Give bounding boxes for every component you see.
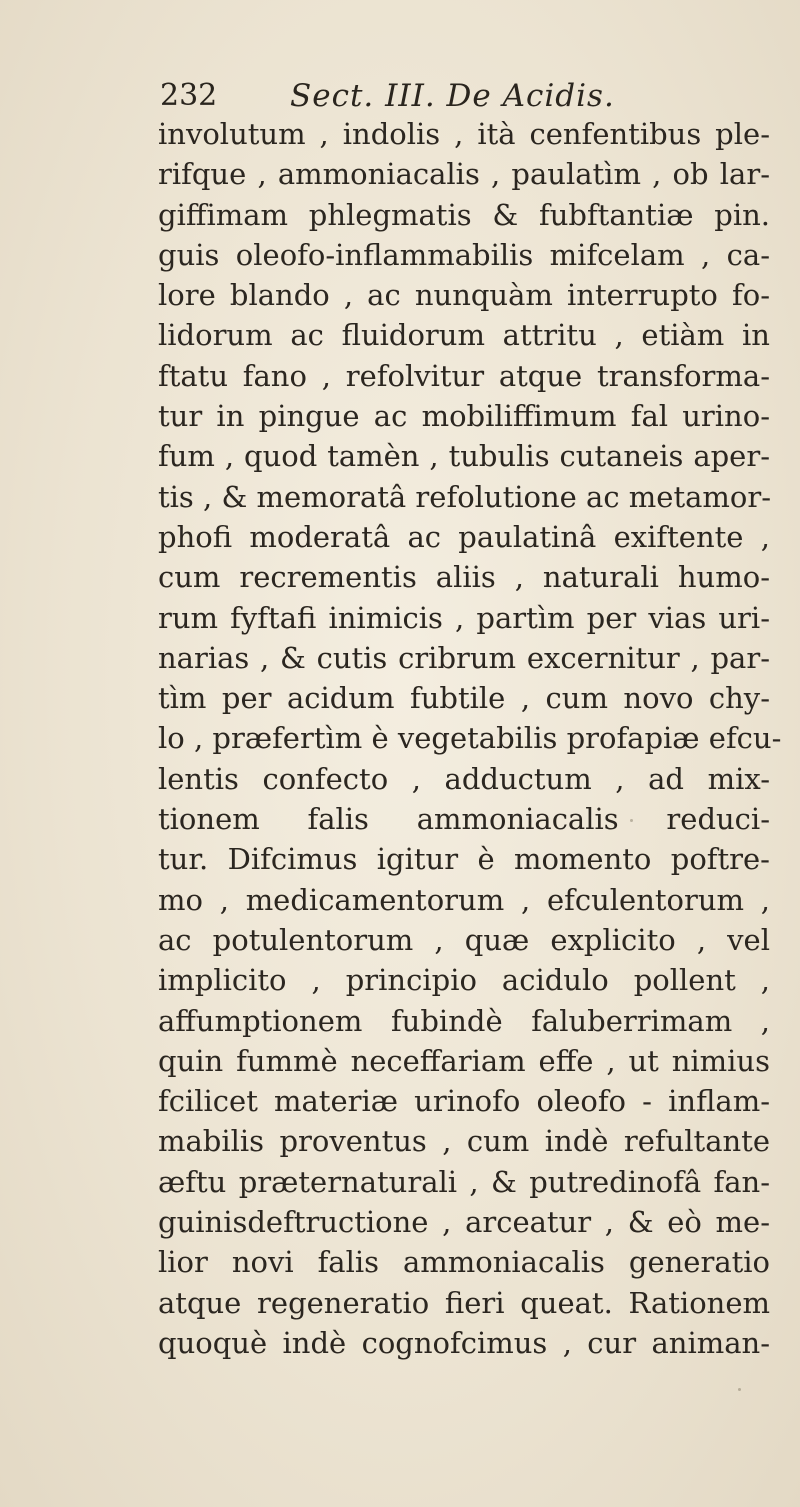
text-line: lo , præfertìm è vegetabilis profapiæ efcu- — [158, 721, 782, 756]
text-line: tìm per acidum fubtile , cum novo chy- — [158, 681, 770, 716]
text-line: tis , & memoratâ refolutione ac metamor- — [158, 479, 772, 514]
text-line: ftatu fano , refolvitur atque transforma- — [158, 358, 770, 393]
text-line: rifque , ammoniacalis , paulatìm , ob lar- — [158, 157, 770, 192]
text-line: tur. Difcimus igitur è momento poftre- — [158, 842, 770, 877]
text-line: cum recrementis aliis , naturali humo- — [158, 560, 770, 595]
page-number: 232 — [160, 78, 218, 113]
text-line: lentis confecto , adductum , ad mix- — [158, 761, 770, 796]
text-line: quin fummè neceffariam effe , ut nimius — [158, 1043, 770, 1078]
text-line: quoquè indè cognofcimus , cur animan- — [158, 1325, 770, 1360]
paper-speck — [630, 819, 633, 822]
text-line: atque regeneratio fieri queat. Rationem — [158, 1285, 770, 1320]
text-line: phofi moderatâ ac paulatinâ exiftente , — [158, 519, 770, 554]
text-line: affumptionem fubindè faluberrimam , — [158, 1003, 770, 1038]
text-line: ac potulentorum , quæ explicito , vel — [158, 922, 770, 957]
paper-speck — [738, 1388, 741, 1391]
text-line: lore blando , ac nunquàm interrupto fo- — [158, 278, 770, 313]
text-line: mo , medicamentorum , efculentorum , — [158, 882, 770, 917]
text-line: tur in pingue ac mobiliffimum fal urino- — [158, 399, 770, 434]
text-line: fcilicet materiæ urinofo oleofo - inflam- — [158, 1084, 770, 1119]
text-line: narias , & cutis cribrum excernitur , par- — [158, 640, 770, 675]
running-head: Sect. III. De Acidis. — [290, 78, 615, 114]
text-line: guis oleofo-inflammabilis mifcelam , ca- — [158, 237, 770, 272]
body-text — [158, 114, 782, 1363]
text-line: fum , quod tamèn , tubulis cutaneis aper- — [158, 439, 770, 474]
text-line: lior novi falis ammoniacalis generatio — [158, 1245, 770, 1280]
text-line: involutum , indolis , ità cenfentibus ple- — [158, 117, 770, 151]
text-line: æftu præternaturali , & putredinofâ fan- — [158, 1164, 770, 1199]
text-line: guinisdeftructione , arceatur , & eò me- — [158, 1205, 770, 1240]
text-line: tionem falis ammoniacalis reduci- — [158, 802, 770, 837]
page-header — [160, 74, 720, 118]
text-line: implicito , principio acidulo pollent , — [158, 963, 770, 998]
text-line: lidorum ac fluidorum attritu , etiàm in — [158, 318, 770, 353]
text-line: mabilis proventus , cum indè refultante — [158, 1124, 770, 1159]
text-line: giffimam phlegmatis & fubftantiæ pin. — [158, 197, 770, 232]
text-line: rum fyftafi inimicis , partìm per vias uri- — [158, 600, 770, 635]
